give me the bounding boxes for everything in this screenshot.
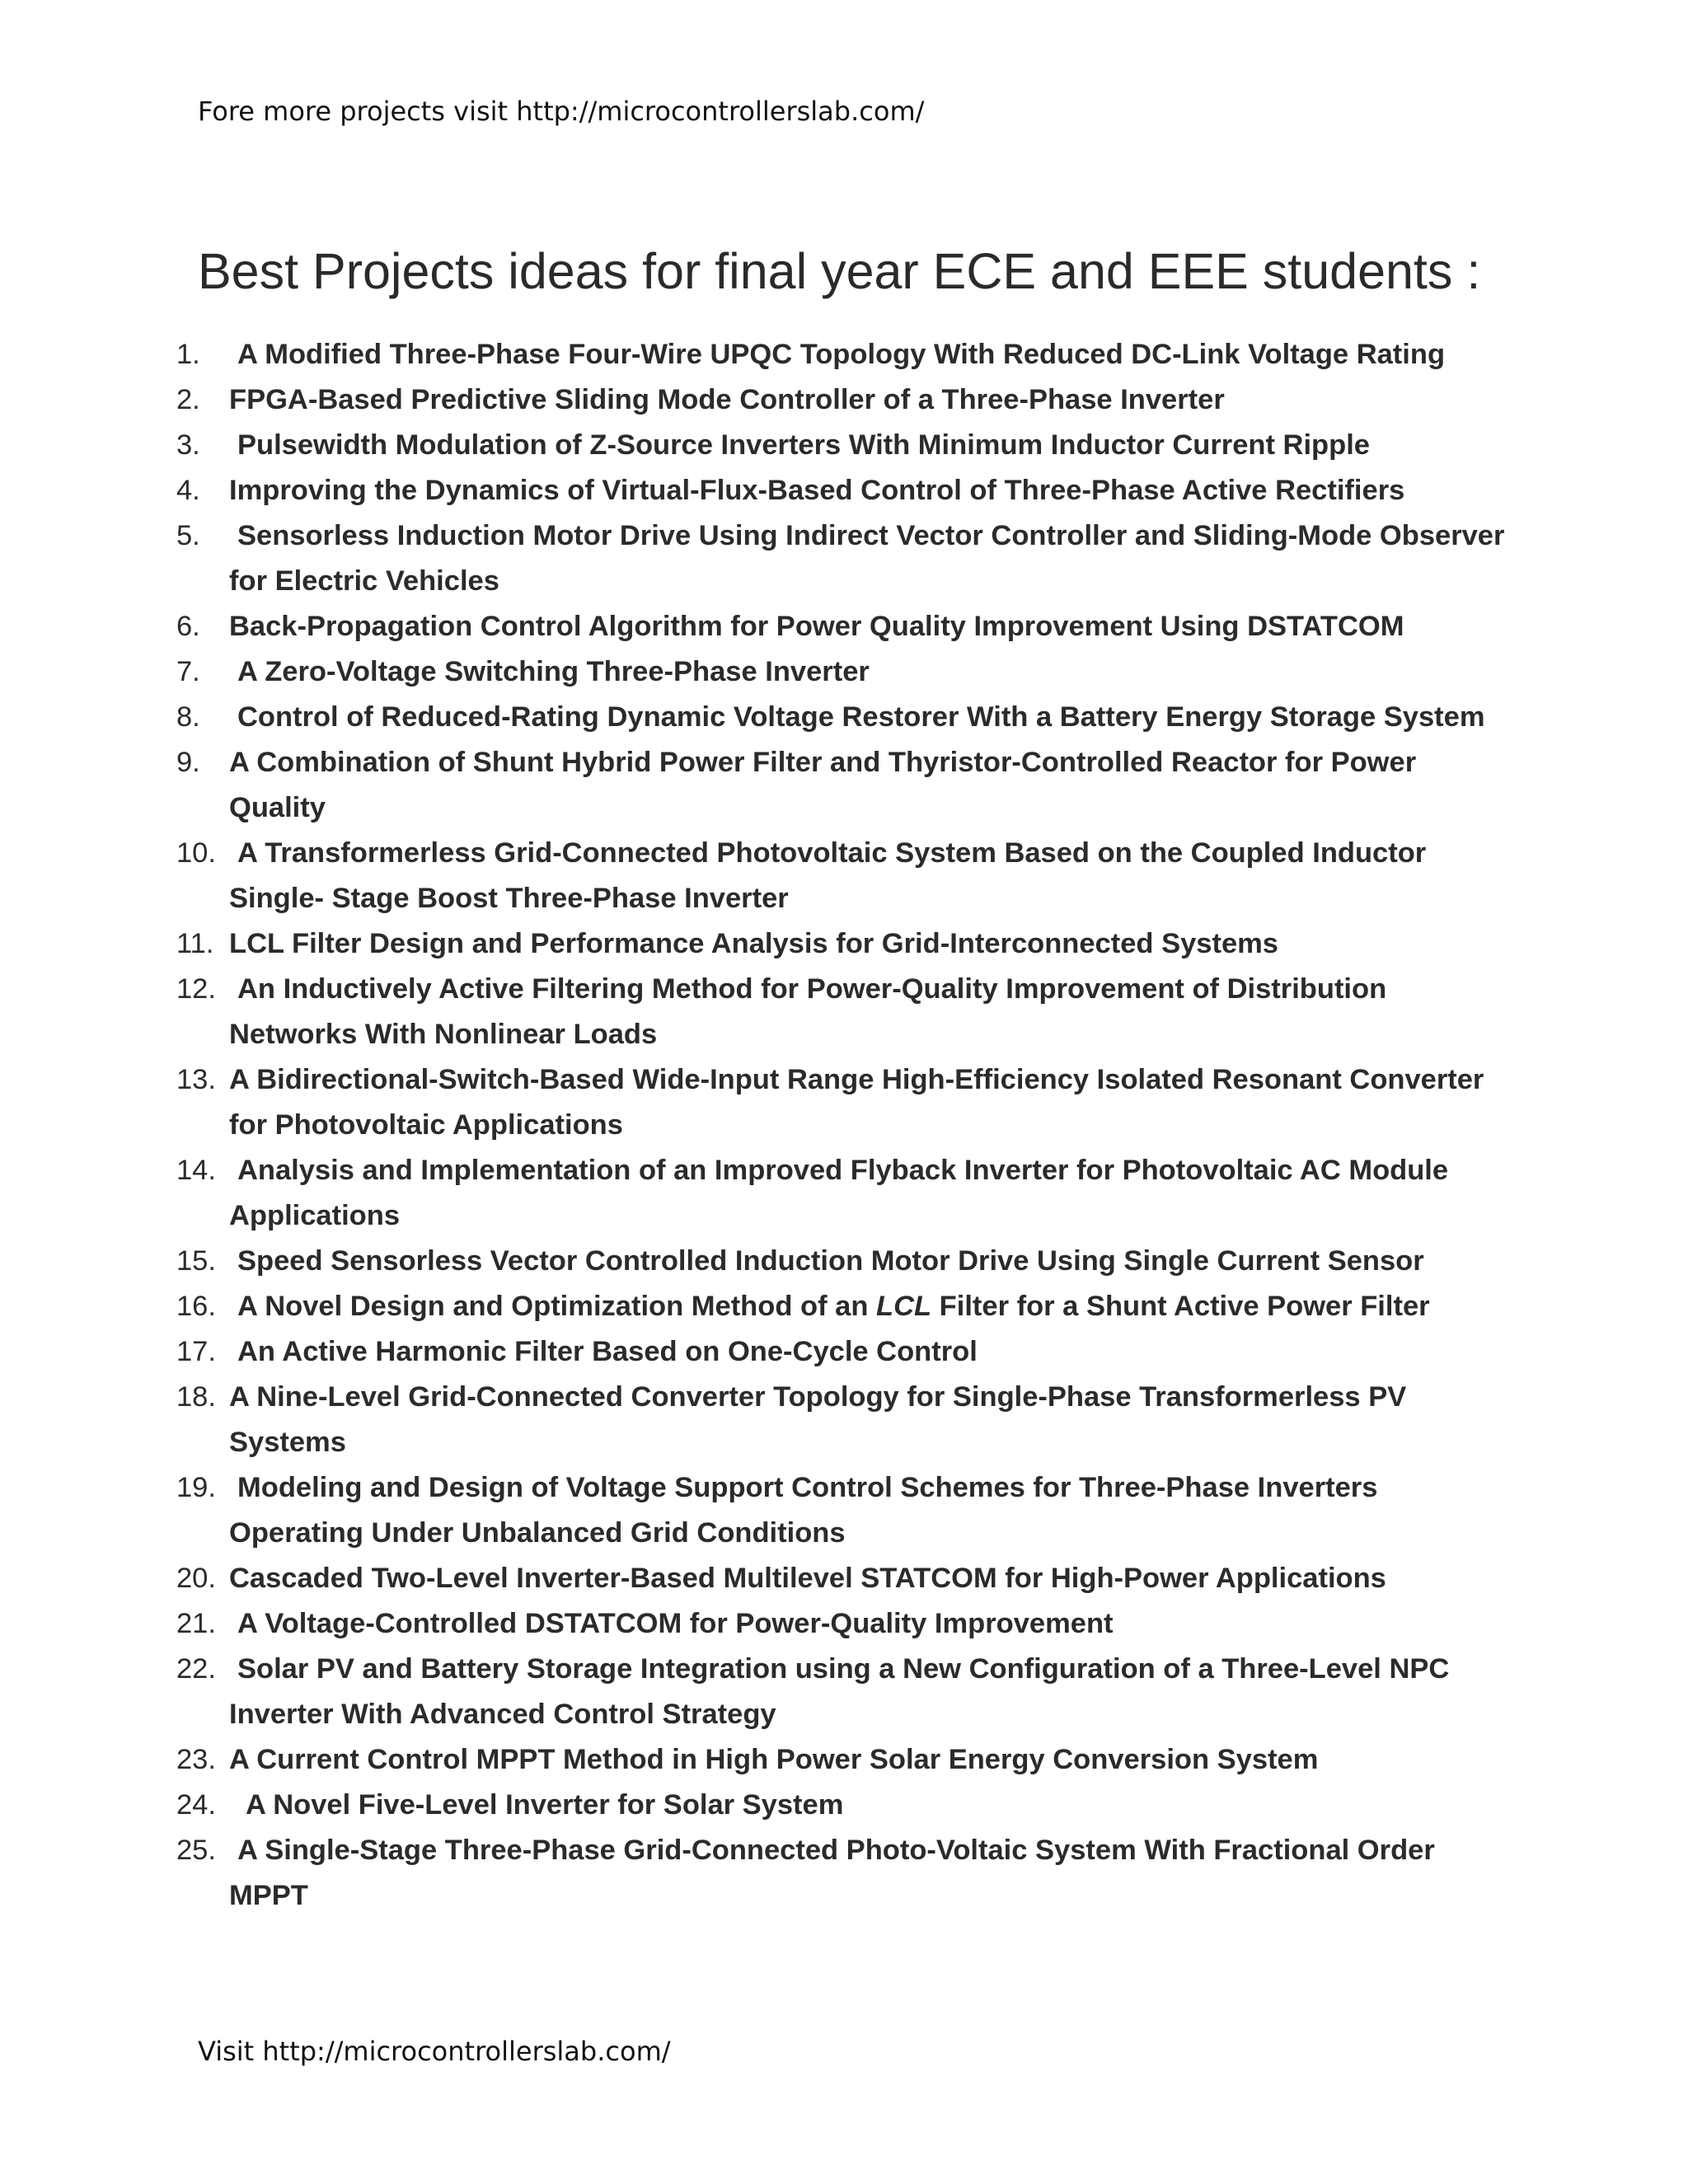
list-item (176, 1284, 1512, 1329)
list-item (176, 1148, 1512, 1239)
list-item (176, 695, 1512, 740)
list-item-number: 23. (176, 1744, 216, 1775)
list-item-title: Improving the Dynamics of Virtual-Flux-Based Control of Three-Phase Active Rectifiers (229, 475, 1405, 506)
list-item (176, 513, 1512, 604)
list-item-title: An Active Harmonic Filter Based on One-Cycle Control (237, 1336, 978, 1367)
list-item-title: FPGA-Based Predictive Sliding Mode Controller of a Three-Phase Inverter (229, 384, 1225, 415)
list-item (176, 1239, 1512, 1284)
project-list (176, 332, 1512, 1919)
list-item-title (229, 1284, 1512, 1329)
list-item-title: Pulsewidth Modulation of Z-Source Inverters With Minimum Inductor Current Ripple (237, 429, 1370, 461)
list-item-title: A Bidirectional-Switch-Based Wide-Input Range High-Efficiency Isolated Resonant Converter for Photovoltaic Applications (229, 1064, 1484, 1141)
list-item (176, 967, 1512, 1057)
list-item-title: A Combination of Shunt Hybrid Power Filter and Thyristor-Controlled Reactor for Power Quality (229, 747, 1417, 823)
list-item-title: A Transformerless Grid-Connected Photovoltaic System Based on the Coupled Inductor Single- Stage Boost Three-Phase Inverter (229, 837, 1427, 914)
list-item-number: 20. (176, 1563, 216, 1594)
list-item-number: 16. (176, 1291, 216, 1322)
list-item (176, 1783, 1512, 1828)
list-item (176, 1556, 1512, 1601)
list-item (176, 1647, 1512, 1737)
list-item-title: A Novel Five-Level Inverter for Solar System (246, 1789, 844, 1821)
list-item-number: 25. (176, 1835, 216, 1866)
list-item-number: 6. (176, 611, 200, 642)
list-item-number: 3. (176, 429, 200, 461)
list-item (176, 831, 1512, 921)
list-item-title: Solar PV and Battery Storage Integration using a New Configuration of a Three-Level NPC Inverter With Advanced Control Strategy (229, 1653, 1450, 1730)
list-item-title: Back-Propagation Control Algorithm for Power Quality Improvement Using DSTATCOM (229, 611, 1404, 642)
list-item (176, 1329, 1512, 1375)
list-item-number: 2. (176, 384, 200, 415)
list-item-number: 14. (176, 1155, 216, 1186)
list-item-title: A Modified Three-Phase Four-Wire UPQC Topology With Reduced DC-Link Voltage Rating (237, 339, 1446, 370)
list-item (176, 332, 1512, 377)
list-item (176, 1828, 1512, 1919)
list-item-title: Speed Sensorless Vector Controlled Induction Motor Drive Using Single Current Sensor (237, 1245, 1424, 1277)
list-item-title-italic: LCL (876, 1291, 932, 1322)
list-item-number: 5. (176, 520, 200, 551)
list-item-number: 8. (176, 701, 200, 733)
list-item-number: 19. (176, 1472, 216, 1503)
list-item-number: 10. (176, 837, 216, 869)
list-item-number: 22. (176, 1653, 216, 1685)
list-item-title: A Nine-Level Grid-Connected Converter Topology for Single-Phase Transformerless PV Systems (229, 1381, 1407, 1458)
list-item-title: A Zero-Voltage Switching Three-Phase Inverter (237, 656, 870, 687)
list-item-title-part: Filter for a Shunt Active Power Filter (931, 1291, 1430, 1322)
list-item-number: 13. (176, 1064, 216, 1095)
list-item-title: Sensorless Induction Motor Drive Using Indirect Vector Controller and Sliding-Mode Observer for Electric Vehicles (229, 520, 1505, 597)
list-item-number: 1. (176, 339, 200, 370)
list-item-number: 21. (176, 1608, 216, 1639)
list-item (176, 377, 1512, 423)
list-item (176, 921, 1512, 967)
list-item-title: An Inductively Active Filtering Method for Power-Quality Improvement of Distribution Networks With Nonlinear Loads (229, 973, 1387, 1050)
list-item-number: 12. (176, 973, 216, 1005)
footer-note: Visit http://microcontrollerslab.com/ (198, 2036, 671, 2067)
list-item (176, 1057, 1512, 1148)
list-item-number: 4. (176, 475, 200, 506)
page-title: Best Projects ideas for final year ECE and EEE students : (198, 243, 1481, 299)
list-item-title: Control of Reduced-Rating Dynamic Voltage Restorer With a Battery Energy Storage System (237, 701, 1485, 733)
list-item-title: Analysis and Implementation of an Improved Flyback Inverter for Photovoltaic AC Module Applications (229, 1155, 1449, 1231)
list-item (176, 740, 1512, 831)
list-item-number: 9. (176, 747, 200, 778)
list-item-title: A Voltage-Controlled DSTATCOM for Power-Quality Improvement (237, 1608, 1114, 1639)
list-item-number: 18. (176, 1381, 216, 1413)
list-item-number: 17. (176, 1336, 216, 1367)
list-item-number: 7. (176, 656, 200, 687)
list-item-number: 15. (176, 1245, 216, 1277)
list-item (176, 468, 1512, 513)
list-item (176, 1465, 1512, 1556)
list-item-number: 24. (176, 1789, 216, 1821)
list-item-number: 11. (176, 928, 214, 959)
list-item (176, 649, 1512, 695)
list-item (176, 604, 1512, 649)
list-item (176, 423, 1512, 468)
list-item-title: LCL Filter Design and Performance Analysis for Grid-Interconnected Systems (229, 928, 1278, 959)
header-note: Fore more projects visit http://microcontrollerslab.com/ (198, 96, 925, 127)
list-item (176, 1737, 1512, 1783)
list-item-title: Modeling and Design of Voltage Support Control Schemes for Three-Phase Inverters Operating Under Unbalanced Grid Conditions (229, 1472, 1378, 1549)
list-item-title: Cascaded Two-Level Inverter-Based Multilevel STATCOM for High-Power Applications (229, 1563, 1386, 1594)
list-item-title: A Single-Stage Three-Phase Grid-Connected Photo-Voltaic System With Fractional Order MPPT (229, 1835, 1435, 1911)
list-item (176, 1375, 1512, 1465)
list-item-title: A Current Control MPPT Method in High Power Solar Energy Conversion System (229, 1744, 1319, 1775)
list-item-title-part: A Novel Design and Optimization Method of an (237, 1291, 876, 1322)
list-item (176, 1601, 1512, 1647)
